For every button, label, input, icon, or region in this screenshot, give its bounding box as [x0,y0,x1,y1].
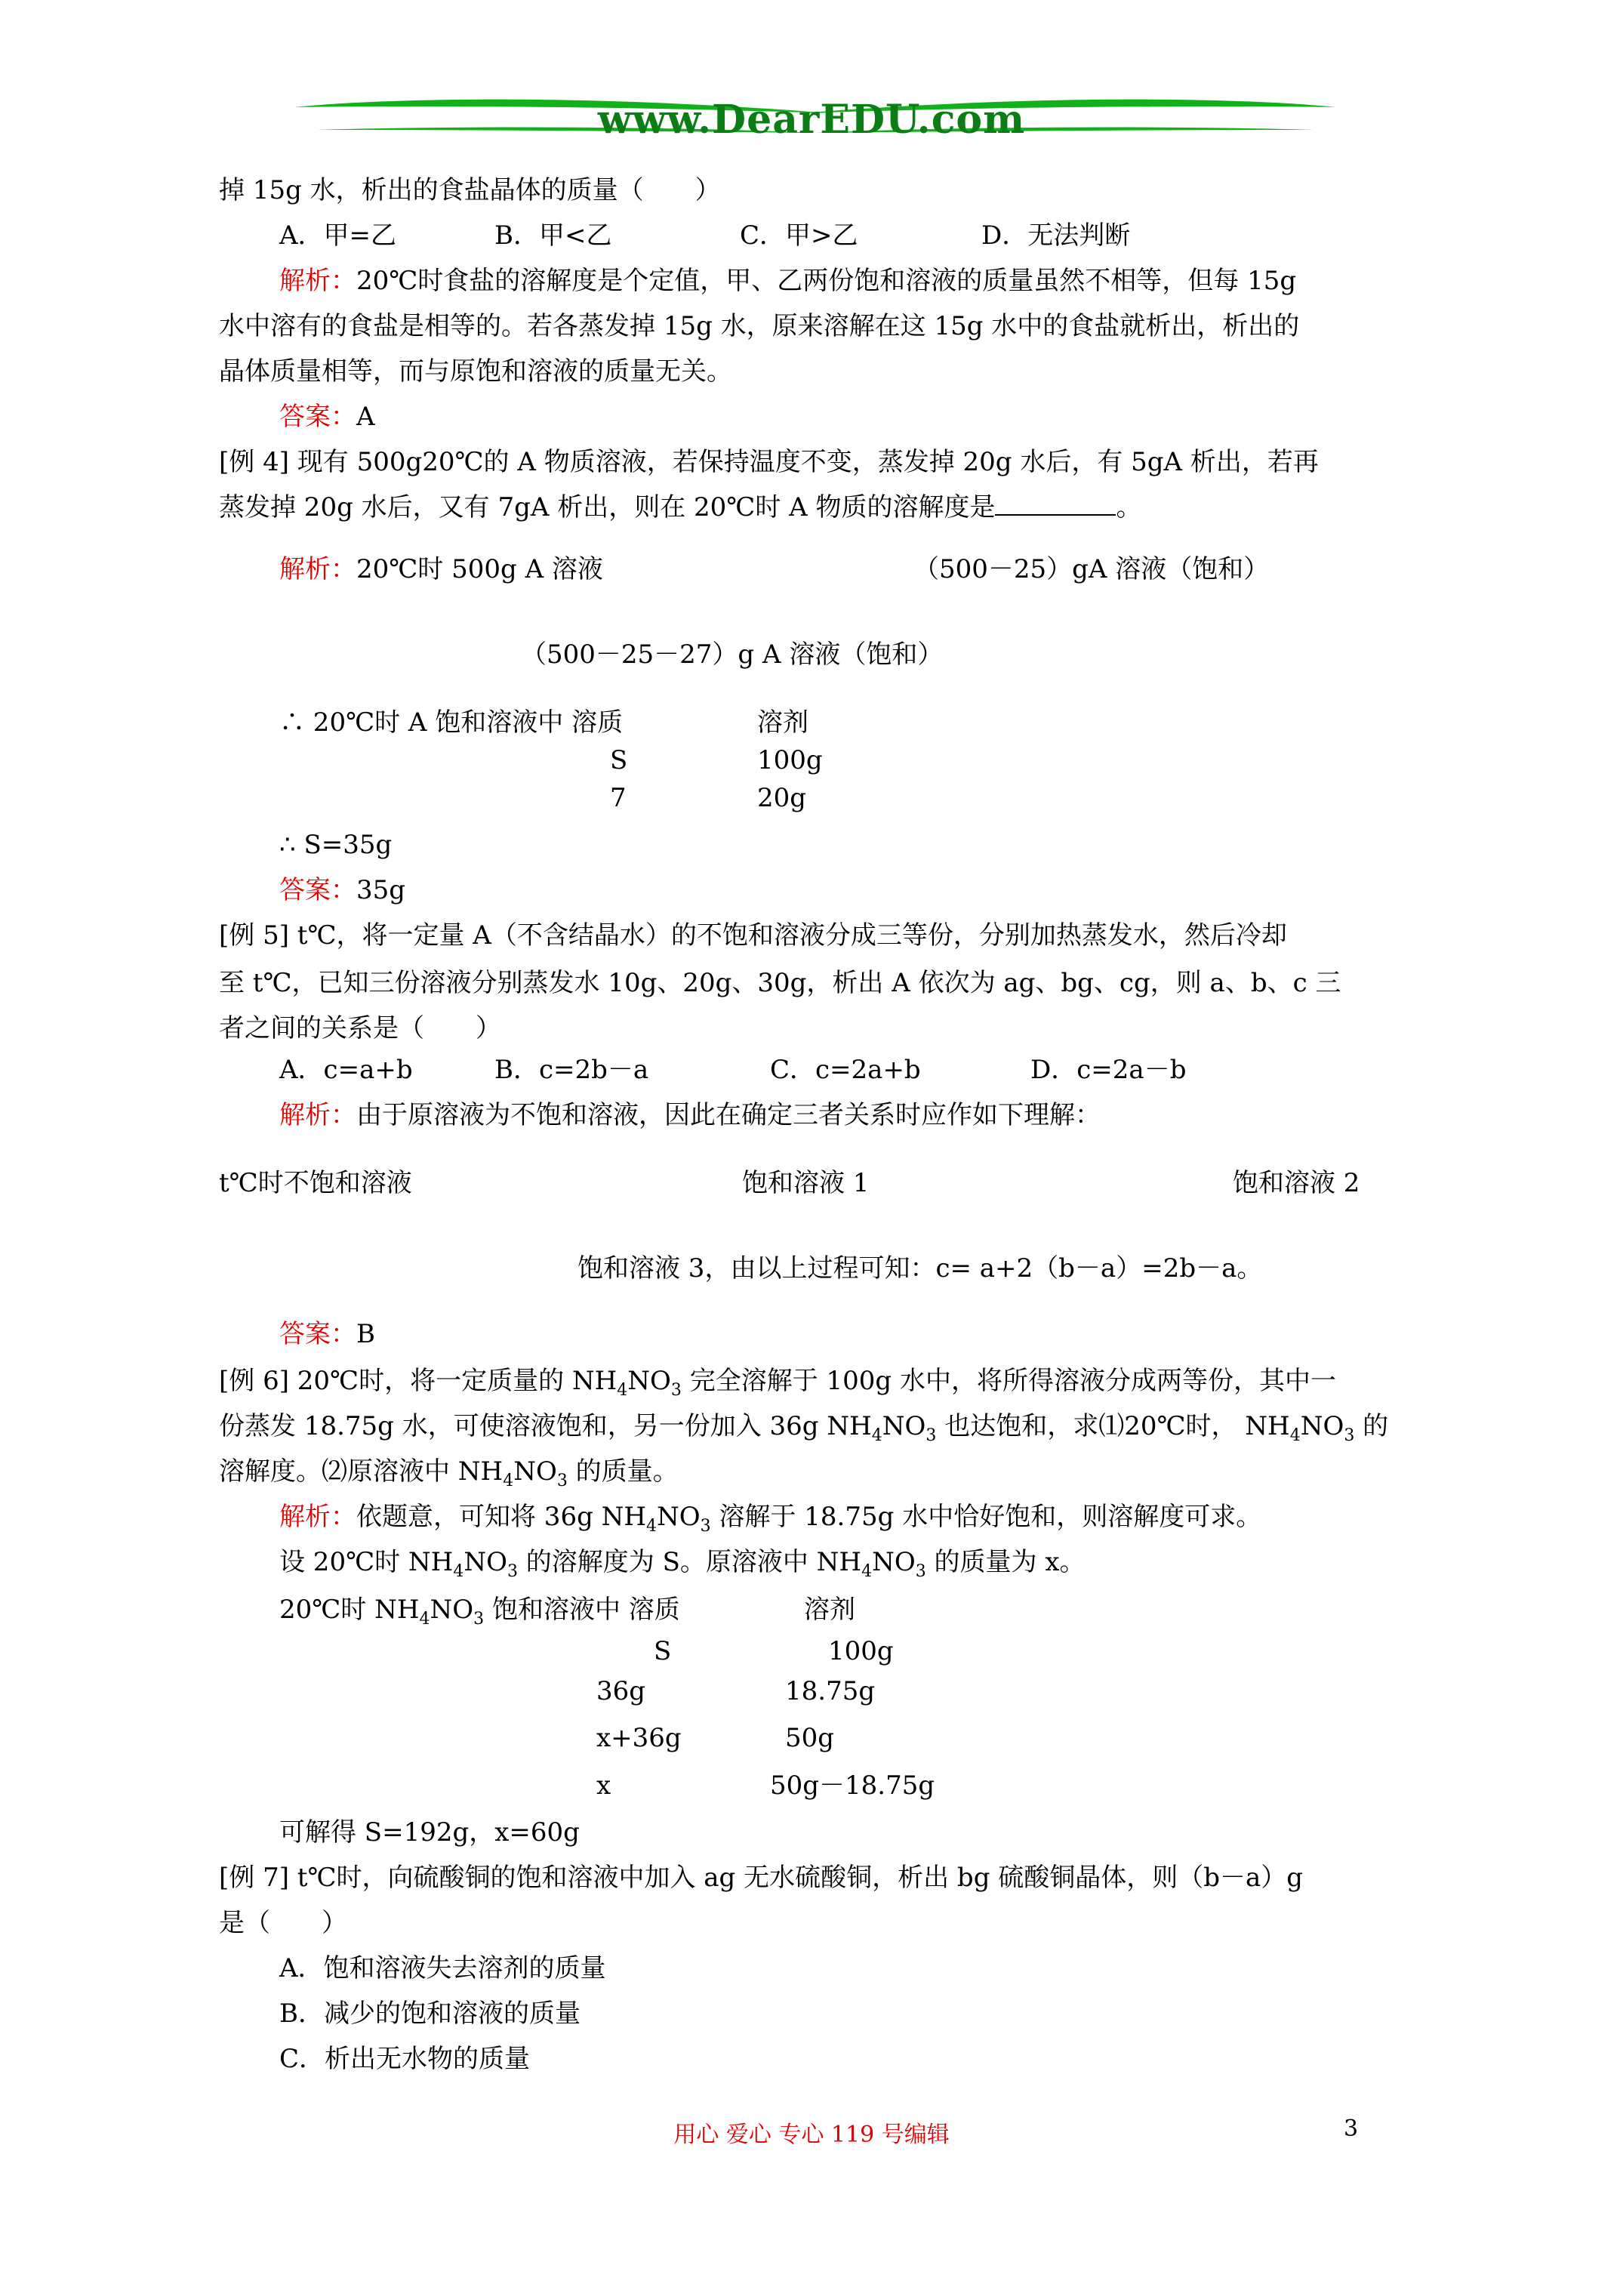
q4-analysis-step1: （500－25）gA 溶液（饱和） [913,554,1270,584]
q6-analysis: 依题意，可知将 36g NH [356,1502,647,1532]
q5-flow-saturated-2: 饱和溶液 2 [1233,1168,1360,1198]
q6-result: 可解得 S=192g，x=60g [279,1817,580,1848]
q4-analysis-label: 解析： [279,554,356,584]
site-brand[interactable]: www.DearEDU.com [597,97,1026,143]
q5-option-b: B．c=2b－a [494,1055,649,1085]
q5-option-d: D．c=2a－b [1030,1055,1187,1085]
q6-formula-part: NO [657,1502,701,1532]
q6-stem-line2: 份蒸发 18.75g 水，可使溶液饱和，另一份加入 36g NH [219,1411,872,1441]
q4-answer-blank [995,492,1116,516]
q5-analysis: 由于原溶液为不饱和溶液，因此在确定三者关系时应作如下理解： [356,1100,1101,1130]
q5-stem-line2: 至 t℃，已知三份溶液分别蒸发水 10g、20g、30g，析出 A 依次为 ag、bg、cg，则 a、b、c 三 [219,968,1341,998]
q6-table-solute-2: 36g [596,1676,646,1706]
subscript: 3 [473,1609,485,1629]
q3-stem-end: 掉 15g 水，析出的食盐晶体的质量（ ） [219,175,721,205]
q6-stem-line1: [例 6] 20℃时，将一定质量的 NH [219,1366,617,1396]
q6-setup: 设 20℃时 NH [279,1547,454,1577]
q4-table-solvent-2: 20g [757,783,807,813]
q4-stem-line1: [例 4] 现有 500g20℃的 A 物质溶液，若保持温度不变，蒸发掉 20g 水后，有 5gA 析出，若再 [219,447,1319,477]
q6-formula-part: NO [430,1595,474,1625]
q5-answer-label: 答案： [279,1319,356,1349]
q3-analysis-line2: 水中溶有的食盐是相等的。若各蒸发掉 15g 水，原来溶解在这 15g 水中的食盐就析出，析出的 [219,311,1300,341]
q6-stem-line2-end: 的 [1354,1411,1389,1441]
q6-stem-line3-end: 的质量。 [567,1456,679,1487]
subscript: 4 [871,1425,882,1445]
q3-answer: A [356,402,375,432]
q4-result: ∴ S=35g [279,830,393,860]
q3-analysis-line1: 20℃时食盐的溶解度是个定值，甲、乙两份饱和溶液的质量虽然不相等，但每 15g [356,266,1297,296]
q5-analysis-label: 解析： [279,1100,356,1130]
subscript: 4 [453,1561,464,1581]
q3-analysis-line3: 晶体质量相等，而与原饱和溶液的质量无关。 [219,356,732,387]
subscript: 3 [556,1471,568,1490]
page-number: 3 [1344,2116,1359,2142]
q6-analysis-label: 解析： [279,1502,356,1532]
q3-option-a: A．甲=乙 [279,220,397,251]
q3-option-b: B．甲<乙 [494,220,612,251]
q6-table-header-solvent: 溶剂 [804,1595,855,1625]
subscript: 4 [646,1516,658,1536]
subscript: 4 [1289,1425,1301,1445]
q4-table-header-solvent: 溶剂 [757,707,808,738]
subscript: 4 [503,1471,514,1490]
q5-flow-saturated-1: 饱和溶液 1 [742,1168,870,1198]
q6-stem-line1-end: 完全溶解于 100g 水中，将所得溶液分成两等份，其中一 [681,1366,1337,1396]
q3-analysis-label: 解析： [279,266,356,296]
subscript: 3 [700,1516,711,1536]
subscript: 3 [670,1380,682,1400]
q6-setup-mid: 的溶解度为 S。原溶液中 NH [517,1547,862,1577]
q4-answer: 35g [356,875,406,905]
q3-option-c: C．甲>乙 [740,220,858,251]
q6-table-solvent-4: 50g－18.75g [770,1771,935,1801]
q6-formula-part: NO [1300,1411,1344,1441]
q5-stem-line1: [例 5] t℃，将一定量 A（不含结晶水）的不饱和溶液分成三等份，分别加热蒸发水，然后冷却 [219,920,1287,951]
q5-answer: B [356,1319,375,1349]
q6-table-header: 20℃时 NH [279,1595,420,1625]
q4-table-header: ∴ 20℃时 A 饱和溶液中 溶质 [279,707,624,738]
q7-option-b: B．减少的饱和溶液的质量 [279,1999,581,2029]
q6-setup-end: 的质量为 x。 [925,1547,1086,1577]
q6-analysis-end: 溶解于 18.75g 水中恰好饱和，则溶解度可求。 [710,1502,1262,1532]
q6-table-solute-3: x+36g [596,1723,682,1753]
q6-table-solute-4: x [596,1771,611,1801]
q5-option-c: C．c=2a+b [770,1055,921,1085]
subscript: 3 [915,1561,926,1581]
subscript: 3 [507,1561,518,1581]
subscript: 4 [617,1380,628,1400]
q6-table-solvent-1: 100g [828,1636,894,1666]
subscript: 4 [419,1609,430,1629]
q7-option-c: C．析出无水物的质量 [279,2044,531,2074]
q6-formula-part: NO [627,1366,671,1396]
q4-stem-end: 。 [1116,492,1142,522]
q4-table-solute-1: S [610,745,628,775]
q5-flow-start: t℃时不饱和溶液 [219,1168,412,1198]
subscript: 4 [861,1561,873,1581]
q6-formula-part: NO [872,1547,916,1577]
q4-stem-line2: 蒸发掉 20g 水后，又有 7gA 析出，则在 20℃时 A 物质的溶解度是 [219,492,996,522]
q6-stem-line3: 溶解度。⑵原溶液中 NH [219,1456,504,1487]
q6-table-solvent-3: 50g [785,1723,835,1753]
subscript: 3 [1344,1425,1355,1445]
q7-stem-line2: 是（ ） [219,1908,347,1938]
q6-table-solute-1: S [654,1636,672,1666]
q5-option-a: A．c=a+b [279,1055,413,1085]
q3-option-d: D．无法判断 [981,220,1131,251]
q6-formula-part: NO [513,1456,557,1487]
q7-stem-line1: [例 7] t℃时，向硫酸铜的饱和溶液中加入 ag 无水硫酸铜，析出 bg 硫酸铜晶体，则（b－a）g [219,1863,1304,1893]
q4-analysis-start: 20℃时 500g A 溶液 [356,554,603,584]
subscript: 3 [925,1425,937,1445]
q6-formula-part: NO [463,1547,507,1577]
footer-text: 用心 爱心 专心 119 号编辑 [673,2122,950,2148]
q6-formula-part: NO [882,1411,926,1441]
q6-stem-line2-mid: 也达饱和，求⑴20℃时， NH [936,1411,1290,1441]
q6-table-solvent-2: 18.75g [785,1676,876,1706]
q4-table-solvent-1: 100g [757,745,823,775]
q3-answer-label: 答案： [279,402,356,432]
q5-stem-line3: 者之间的关系是（ ） [219,1013,501,1043]
q6-table-header-end: 饱和溶液中 溶质 [484,1595,680,1625]
q5-flow-saturated-3: 饱和溶液 3，由以上过程可知：c= a+2（b－a）=2b－a。 [577,1253,1263,1284]
q4-table-solute-2: 7 [610,783,627,813]
q4-analysis-step2: （500－25－27）g A 溶液（饱和） [521,639,944,670]
q4-answer-label: 答案： [279,875,356,905]
q7-option-a: A．饱和溶液失去溶剂的质量 [279,1953,606,1983]
